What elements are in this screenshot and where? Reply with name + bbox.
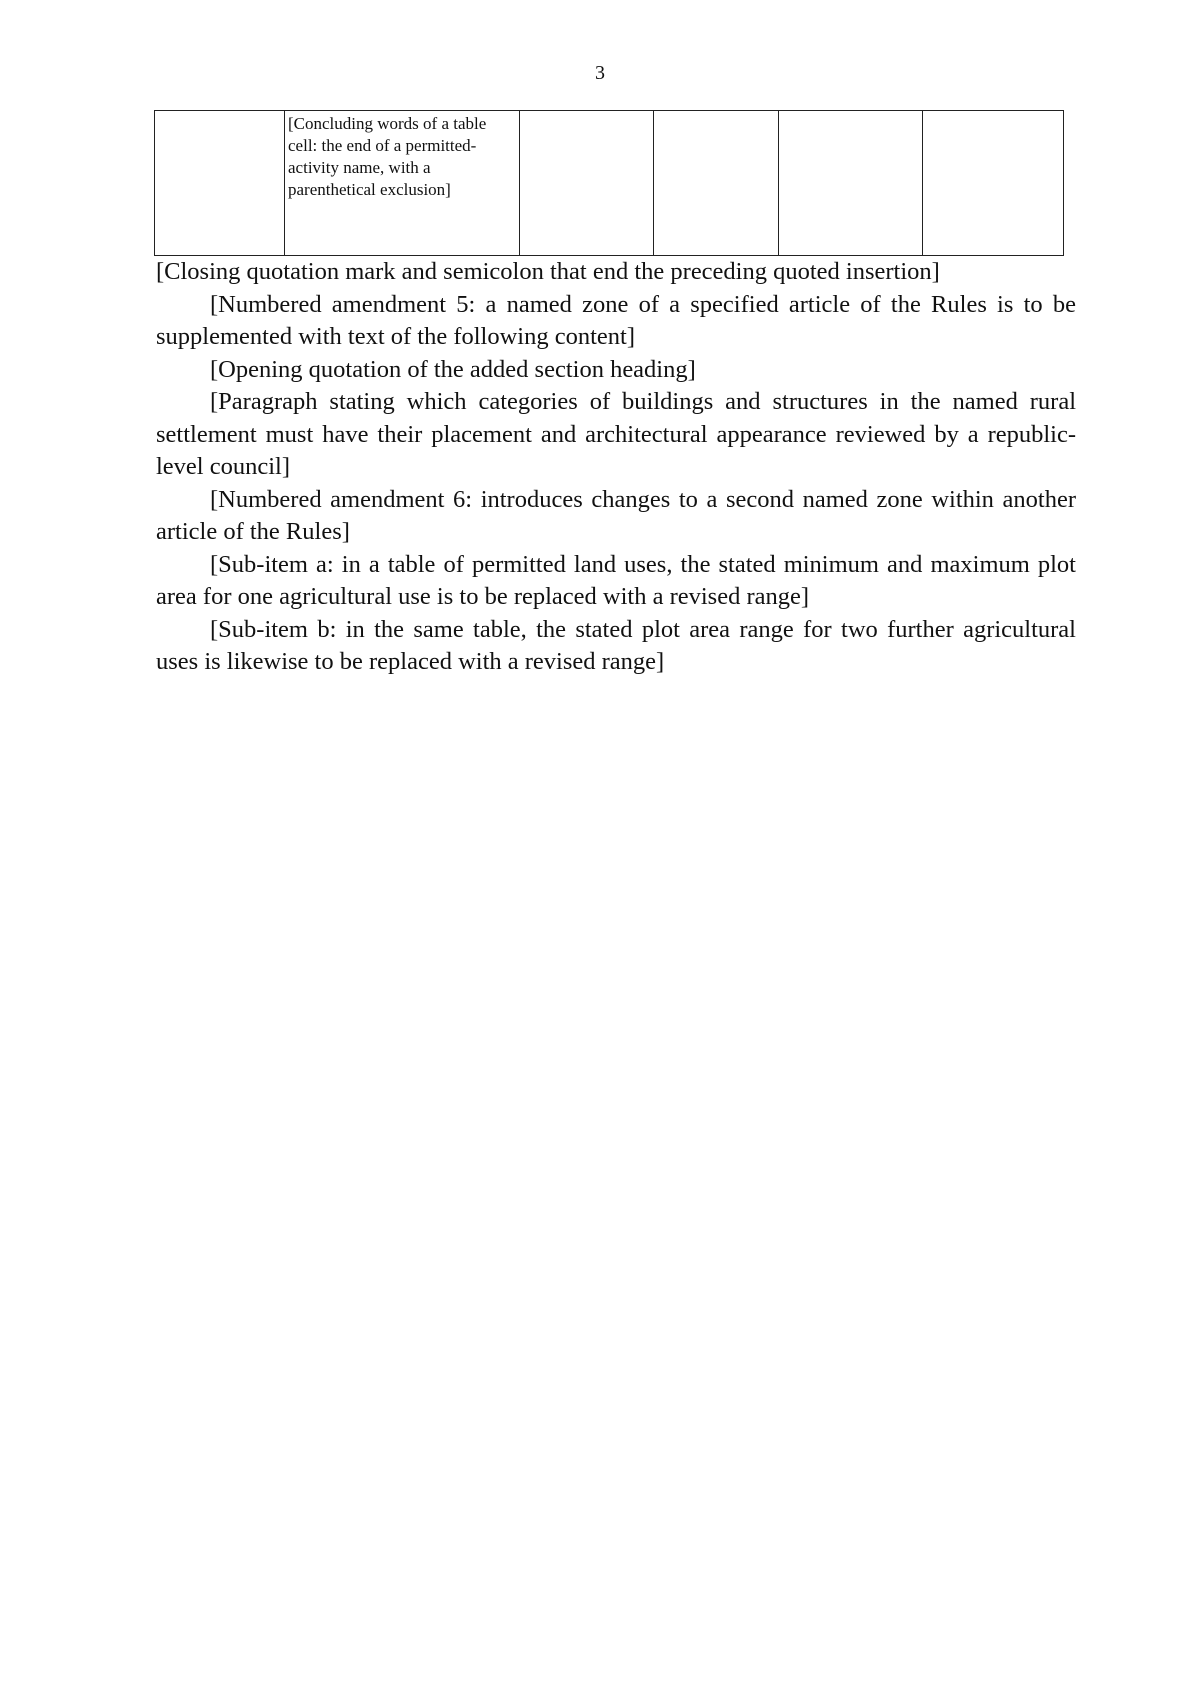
paragraph: [Sub-item b: in the same table, the stated plot area range for two further agricultural uses is likewise to be replaced with a revised range] <box>156 615 1076 675</box>
table-cell <box>285 111 520 256</box>
paragraph: [Sub-item a: in a table of permitted land uses, the stated minimum and maximum plot area for one agricultural use is to be replaced with a revised range] <box>156 550 1076 610</box>
paragraph: [Paragraph stating which categories of buildings and structures in the named rural settlement must have their placement and architectural appearance reviewed by a republic-level council] <box>156 388 1076 480</box>
table-cell <box>779 111 923 256</box>
table-cell-text: [Concluding words of a table cell: the end of a permitted-activity name, with a parenthetical exclusion] <box>288 114 487 199</box>
document-body <box>156 256 1076 679</box>
paragraph: [Closing quotation mark and semicolon that end the preceding quoted insertion] <box>156 258 940 285</box>
paragraph: [Numbered amendment 6: introduces changes to a second named zone within another article of the Rules] <box>156 485 1076 545</box>
table-cell <box>155 111 285 256</box>
table-cell <box>520 111 654 256</box>
paragraph: [Opening quotation of the added section heading] <box>210 355 696 383</box>
continuation-table <box>154 110 1064 256</box>
page-number: 3 <box>595 62 605 84</box>
paragraph: [Numbered amendment 5: a named zone of a specified article of the Rules is to be supplemented with text of the following content] <box>156 290 1076 350</box>
table-cell <box>654 111 779 256</box>
table-cell <box>923 111 1064 256</box>
table-row <box>155 111 1064 256</box>
